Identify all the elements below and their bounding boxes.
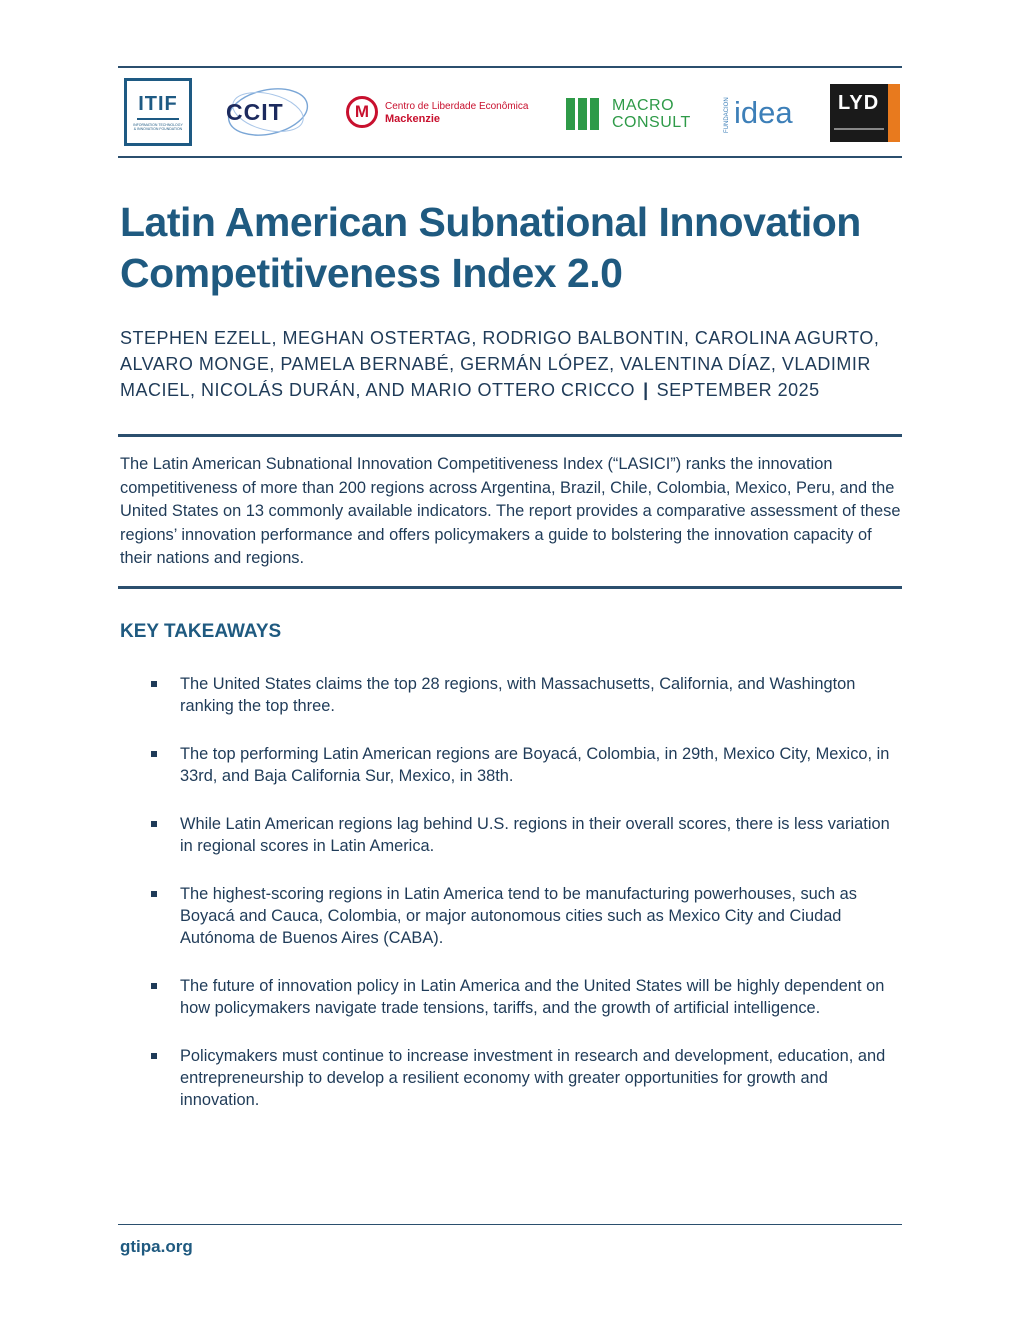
takeaway-item: [150, 743, 902, 787]
mackenzie-logo-symbol: M: [346, 96, 378, 128]
lyd-logo-underline: [834, 128, 884, 130]
lyd-logo-word: LYD: [838, 92, 880, 114]
footer-website-link[interactable]: gtipa.org: [120, 1237, 193, 1256]
bullet-icon: [151, 1053, 157, 1059]
macro-consult-line1: MACRO: [612, 97, 675, 114]
bullet-icon: [151, 891, 157, 897]
document-title: Latin American Subnational Innovation Competitiveness Index 2.0: [120, 199, 861, 296]
key-takeaways-list: [150, 673, 902, 1111]
takeaway-text: Policymakers must continue to increase investment in research and development, education, and entrepreneurship to develop a resilient economy with greater opportunities for growth and innovation.: [180, 1047, 886, 1109]
divider-top: [118, 434, 902, 437]
mackenzie-logo: [346, 96, 542, 132]
takeaway-text: While Latin American regions lag behind U.S. regions in their overall scores, there is less variation in regional scores in Latin America.: [180, 815, 890, 855]
takeaway-item: [150, 813, 902, 857]
abstract-paragraph: The Latin American Subnational Innovation Competitiveness Index (“LASICI”) ranks the innovation competitiveness of more than 200 regions across Argentina, Brazil, Chile, Colombia, Mexico, Peru, and the United States on 13 commonly available indicators. The report provides a comparative assessment of these regions’ innovation performance and offers policymakers a guide to bolstering the innovation capacity of their nations and regions.: [120, 455, 901, 567]
divider-bottom: [118, 586, 902, 589]
mackenzie-logo-line2: Mackenzie: [385, 113, 441, 125]
itif-logo-divider: [137, 118, 179, 120]
bullet-icon: [151, 821, 157, 827]
ccit-logo-text: CCIT: [226, 99, 284, 125]
takeaway-item: [150, 1045, 902, 1111]
fundacion-idea-side-text: FUNDACIÓN: [724, 97, 730, 133]
key-takeaways-heading: KEY TAKEAWAYS: [120, 621, 282, 642]
lyd-logo-stripe: [888, 84, 900, 142]
takeaway-text: The future of innovation policy in Latin America and the United States will be highly dependent on how policymakers navigate trade tensions, tariffs, and the growth of artificial intelligence.: [180, 977, 885, 1017]
takeaway-text: The highest-scoring regions in Latin America tend to be manufacturing powerhouses, such as Boyacá and Cauca, Colombia, or major autonomous cities such as Mexico City and Ciudad Autónoma de Buenos Aires (CABA).: [180, 885, 857, 947]
fundacion-idea-logo: [724, 94, 798, 138]
macro-consult-logo: [566, 96, 706, 132]
publication-date: SEPTEMBER 2025: [656, 380, 820, 400]
partner-logo-strip: [118, 66, 902, 158]
mackenzie-logo-line1: Centro de Liberdade Econômica: [385, 101, 529, 112]
macro-consult-line2: CONSULT: [612, 114, 691, 131]
macro-consult-bars-icon: [566, 98, 599, 130]
author-names: STEPHEN EZELL, MEGHAN OSTERTAG, RODRIGO BALBONTIN, CAROLINA AGURTO, ALVARO MONGE, PAMELA BERNABÉ, GERMÁN LÓPEZ, VALENTINA DÍAZ, VLADIMIR MACIEL, NICOLÁS DURÁN, AND MARIO OTTERO CRICCO: [120, 328, 880, 400]
takeaway-item: [150, 673, 902, 717]
bullet-icon: [151, 751, 157, 757]
itif-logo: [124, 78, 192, 146]
author-date-separator: |: [643, 380, 649, 400]
bullet-icon: [151, 983, 157, 989]
footer-divider: [118, 1224, 902, 1225]
author-line: [120, 325, 910, 403]
itif-logo-fine-print: INFORMATION TECHNOLOGY & INNOVATION FOUNDATION: [133, 122, 183, 131]
takeaway-item: [150, 883, 902, 949]
ccit-logo: [224, 82, 320, 142]
fundacion-idea-word: idea: [734, 95, 793, 130]
takeaway-text: The top performing Latin American regions are Boyacá, Colombia, in 29th, Mexico City, Mexico, in 33rd, and Baja California Sur, Mexico, in 38th.: [180, 745, 890, 785]
itif-logo-mark: ITIF: [138, 92, 178, 115]
lyd-logo: [830, 84, 900, 142]
bullet-icon: [151, 681, 157, 687]
takeaway-item: [150, 975, 902, 1019]
takeaway-text: The United States claims the top 28 regions, with Massachusetts, California, and Washington ranking the top three.: [180, 675, 856, 715]
